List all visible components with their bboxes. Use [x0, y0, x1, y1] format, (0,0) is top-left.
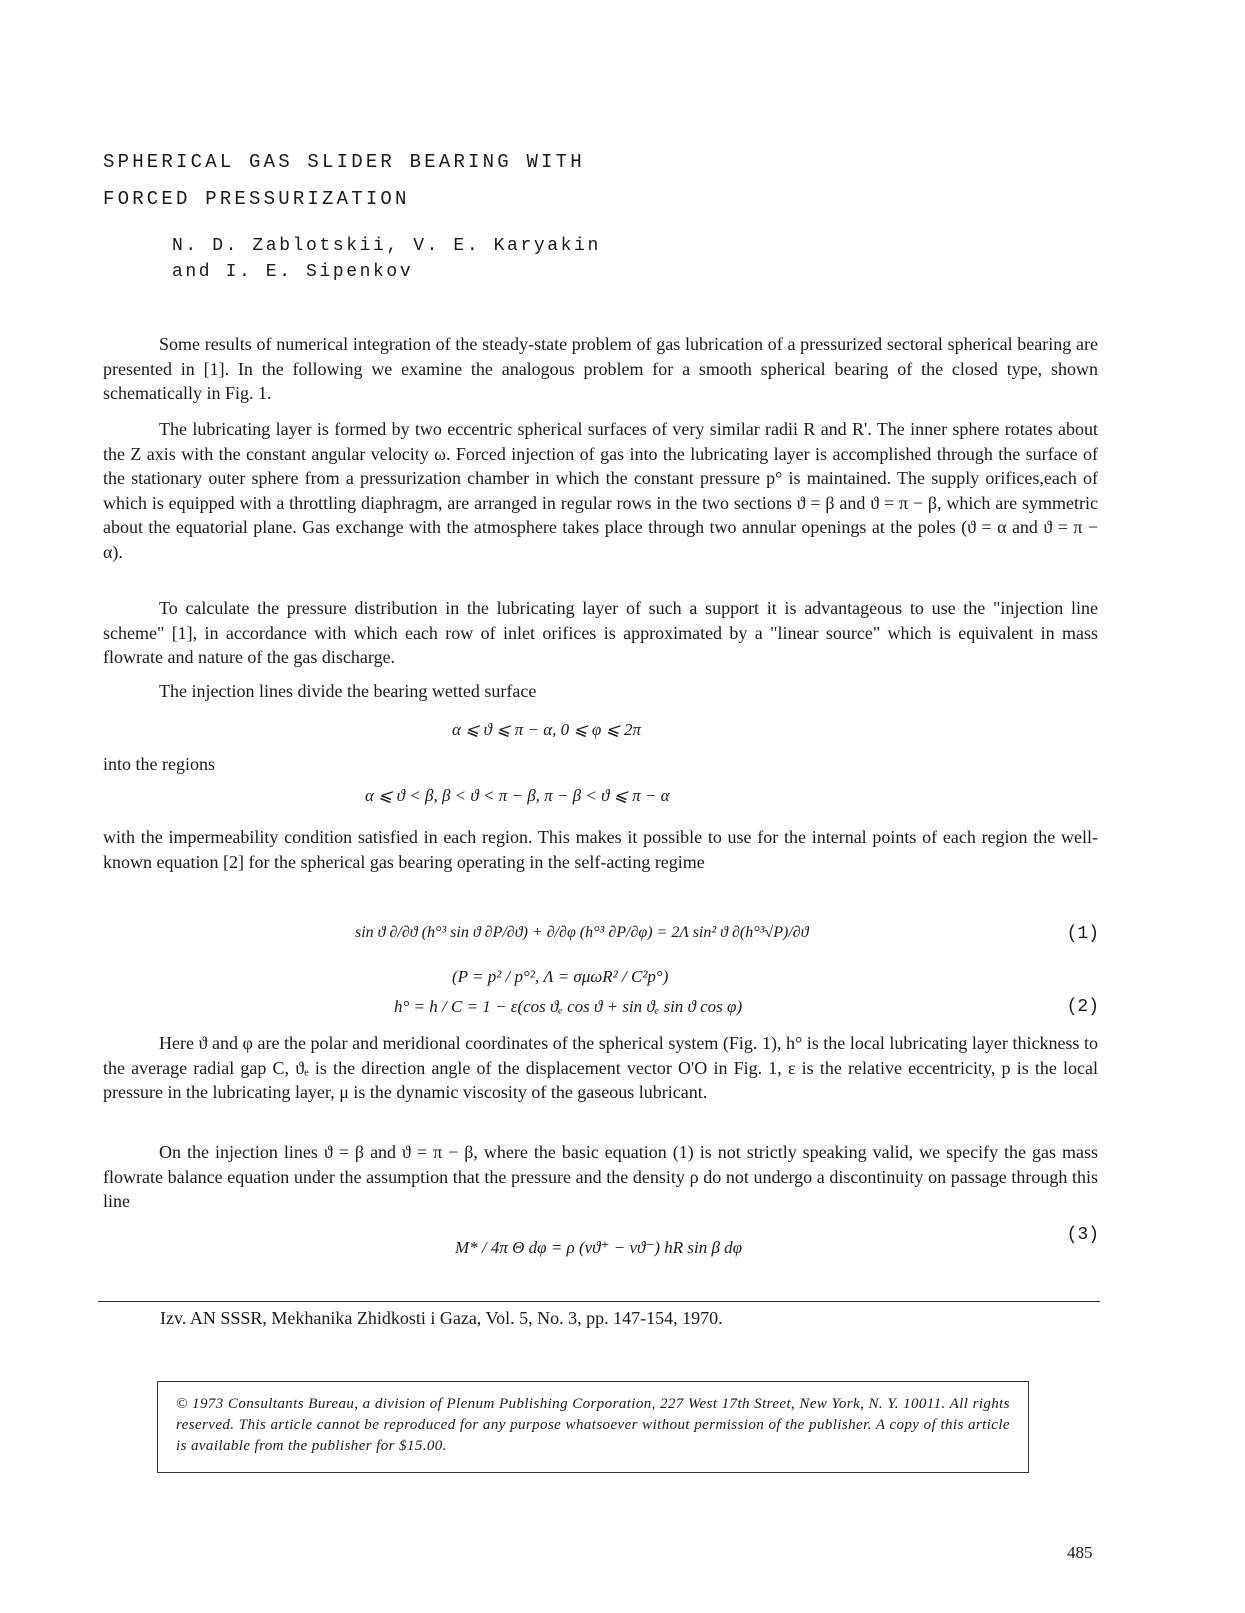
copyright-text: © 1973 Consultants Bureau, a division of Plenum Publishing Corporation, 227 West 17th Street, New York, N. Y. 10011. All rights reserved. This article cannot be reproduced for any purpose whatsoever without permission of the publisher. A copy of this article is available from the publisher for $15.00.: [176, 1396, 1010, 1454]
equation-2: h° = h / C = 1 − ε(cos ϑₑ cos ϑ + sin ϑₑ sin ϑ cos φ): [394, 997, 743, 1016]
authors-line-1: N. D. Zablotskii, V. E. Karyakin: [172, 236, 601, 256]
copyright-box: [157, 1381, 1029, 1473]
equation-3-number: (3): [1066, 1225, 1099, 1245]
citation: Izv. AN SSSR, Mekhanika Zhidkosti i Gaza, Vol. 5, No. 3, pp. 147-154, 1970.: [160, 1308, 723, 1328]
paragraph-2-text: The lubricating layer is formed by two eccentric spherical surfaces of very similar radii R and R'. The inner sphere rotates about the Z axis with the constant angular velocity ω. Forced injection of gas into the lubricating layer is accomplished through the surface of the stationary outer sphere from a pressurization chamber in which the constant pressure p° is maintained. The supply orifices,each of which is equipped with a throttling diaphragm, are arranged in regular rows in the two sections ϑ = β and ϑ = π − β, which are symmetric about the equatorial plane. Gas exchange with the atmosphere takes place through two annular openings at the poles (ϑ = α and ϑ = π − α).: [103, 419, 1098, 562]
paragraph-7: [103, 1140, 1098, 1214]
title-line-2: FORCED PRESSURIZATION: [103, 188, 410, 210]
equation-1-params: (P = p² / p°², Λ = σμωR² / C²p°): [452, 967, 669, 986]
title-line-1: SPHERICAL GAS SLIDER BEARING WITH: [103, 151, 585, 173]
paragraph-1-text: Some results of numerical integration of the steady-state problem of gas lubrication of a pressurized sectoral spherical bearing are presented in [1]. In the following we examine the analogous problem for a smooth spherical bearing of the closed type, shown schematically in Fig. 1.: [103, 334, 1098, 403]
equation-2-number: (2): [1066, 997, 1099, 1017]
page-number: 485: [1067, 1543, 1093, 1562]
paragraph-5-text: with the impermeability condition satisfied in each region. This makes it possible to use for the internal points of each region the well-known equation [2] for the spherical gas bearing operating in the self-acting regime: [103, 827, 1098, 872]
footnote-rule: [98, 1301, 1100, 1302]
into-regions-text: into the regions: [103, 754, 215, 774]
authors-line-2: and I. E. Sipenkov: [172, 262, 414, 282]
equation-1-number: (1): [1066, 924, 1099, 944]
math-domain: α ⩽ ϑ ⩽ π − α, 0 ⩽ φ ⩽ 2π: [452, 720, 642, 739]
paragraph-2: [103, 417, 1098, 564]
math-regions: α ⩽ ϑ < β, β < ϑ < π − β, π − β < ϑ ⩽ π − α: [365, 786, 670, 805]
equation-3: M* / 4π Θ dφ = ρ (vϑ⁺ − vϑ⁻) hR sin β dφ: [455, 1238, 743, 1257]
paragraph-1: [103, 332, 1098, 406]
paragraph-7-text: On the injection lines ϑ = β and ϑ = π − β, where the basic equation (1) is not strictly speaking valid, we specify the gas mass flowrate balance equation under the assumption that the pressure and the density ρ do not undergo a discontinuity on passage through this line: [103, 1142, 1098, 1211]
paragraph-3-text: To calculate the pressure distribution in the lubricating layer of such a support it is advantageous to use the "injection line scheme" [1], in accordance with which each row of inlet orifices is approximated by a "linear source" which is equivalent in mass flowrate and nature of the gas discharge.: [103, 598, 1098, 667]
paragraph-6: [103, 1031, 1098, 1105]
paragraph-6-text: Here ϑ and φ are the polar and meridional coordinates of the spherical system (Fig. 1), h° is the local lubricating layer thickness to the average radial gap C, ϑₑ is the direction angle of the displacement vector O'O in Fig. 1, ε is the relative eccentricity, p is the local pressure in the lubricating layer, μ is the dynamic viscosity of the gaseous lubricant.: [103, 1033, 1098, 1102]
paragraph-5: [103, 825, 1098, 874]
paragraph-3: [103, 596, 1098, 670]
paragraph-4: The injection lines divide the bearing wetted surface: [159, 681, 537, 701]
equation-1: sin ϑ ∂/∂ϑ (h°³ sin ϑ ∂P/∂ϑ) + ∂/∂φ (h°³ ∂P/∂φ) = 2Λ sin² ϑ ∂(h°³√P)/∂ϑ: [355, 924, 809, 941]
